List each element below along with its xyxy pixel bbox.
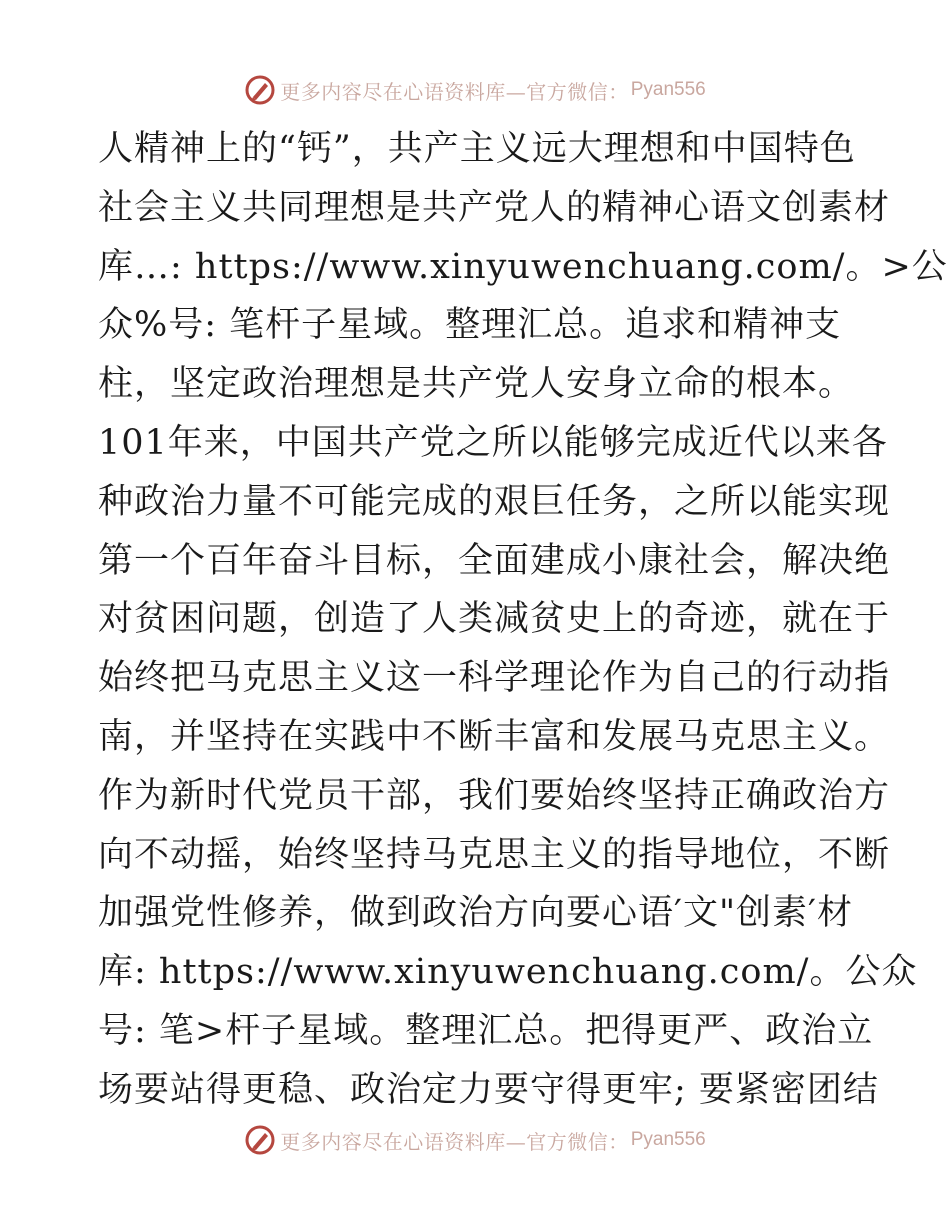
text-line: 南，并坚持在实践中不断丰富和发展马克思主义。 xyxy=(98,716,891,757)
text-line: 库…: https://www.xinyuwenchuang.com/。>公 xyxy=(98,246,948,287)
text-line: 始终把马克思主义这一科学理论作为自己的行动指 xyxy=(98,658,891,699)
text-line: 众%号: 笔杆子星域。整理汇总。追求和精神支 xyxy=(98,305,842,346)
pen-logo-icon xyxy=(244,1124,276,1156)
watermark-account: Pyan556 xyxy=(630,1129,706,1150)
footer-watermark xyxy=(0,1120,950,1160)
pen-logo-icon xyxy=(244,74,276,106)
text-line: 对贫困问题，创造了人类减贫史上的奇迹，就在于 xyxy=(98,599,891,640)
watermark-account: Pyan556 xyxy=(630,79,706,100)
text-line: 场要站得更稳、政治定力要守得更牢; 要紧密团结 xyxy=(98,1069,879,1110)
text-line: 库: https://www.xinyuwenchuang.com/。公众 xyxy=(98,952,918,993)
text-line: 号: 笔>杆子星域。整理汇总。把得更严、政治立 xyxy=(98,1010,874,1051)
text-line: 社会主义共同理想是共产党人的精神心语文创素材 xyxy=(98,187,891,228)
text-line: 第一个百年奋斗目标，全面建成小康社会，解决绝 xyxy=(98,540,891,581)
text-line: 柱，坚定政治理想是共产党人安身立命的根本。 xyxy=(98,364,855,405)
text-line: 种政治力量不可能完成的艰巨任务，之所以能实现 xyxy=(98,481,891,522)
text-line: 向不动摇，始终坚持马克思主义的指导地位，不断 xyxy=(98,834,891,875)
header-watermark xyxy=(0,70,950,110)
watermark-text: 更多内容尽在心语资料库—官方微信： xyxy=(280,1129,629,1154)
text-line: 人精神上的“钙”，共产主义远大理想和中国特色 xyxy=(98,129,856,169)
text-line: 101年来，中国共产党之所以能够完成近代以来各 xyxy=(98,422,888,463)
watermark-text: 更多内容尽在心语资料库—官方微信： xyxy=(280,79,629,104)
text-line: 加强党性修养，做到政治方向要心语′文"创素′材 xyxy=(98,893,853,934)
body-text xyxy=(98,120,948,1120)
text-line: 作为新时代党员干部，我们要始终坚持正确政治方 xyxy=(98,775,891,816)
